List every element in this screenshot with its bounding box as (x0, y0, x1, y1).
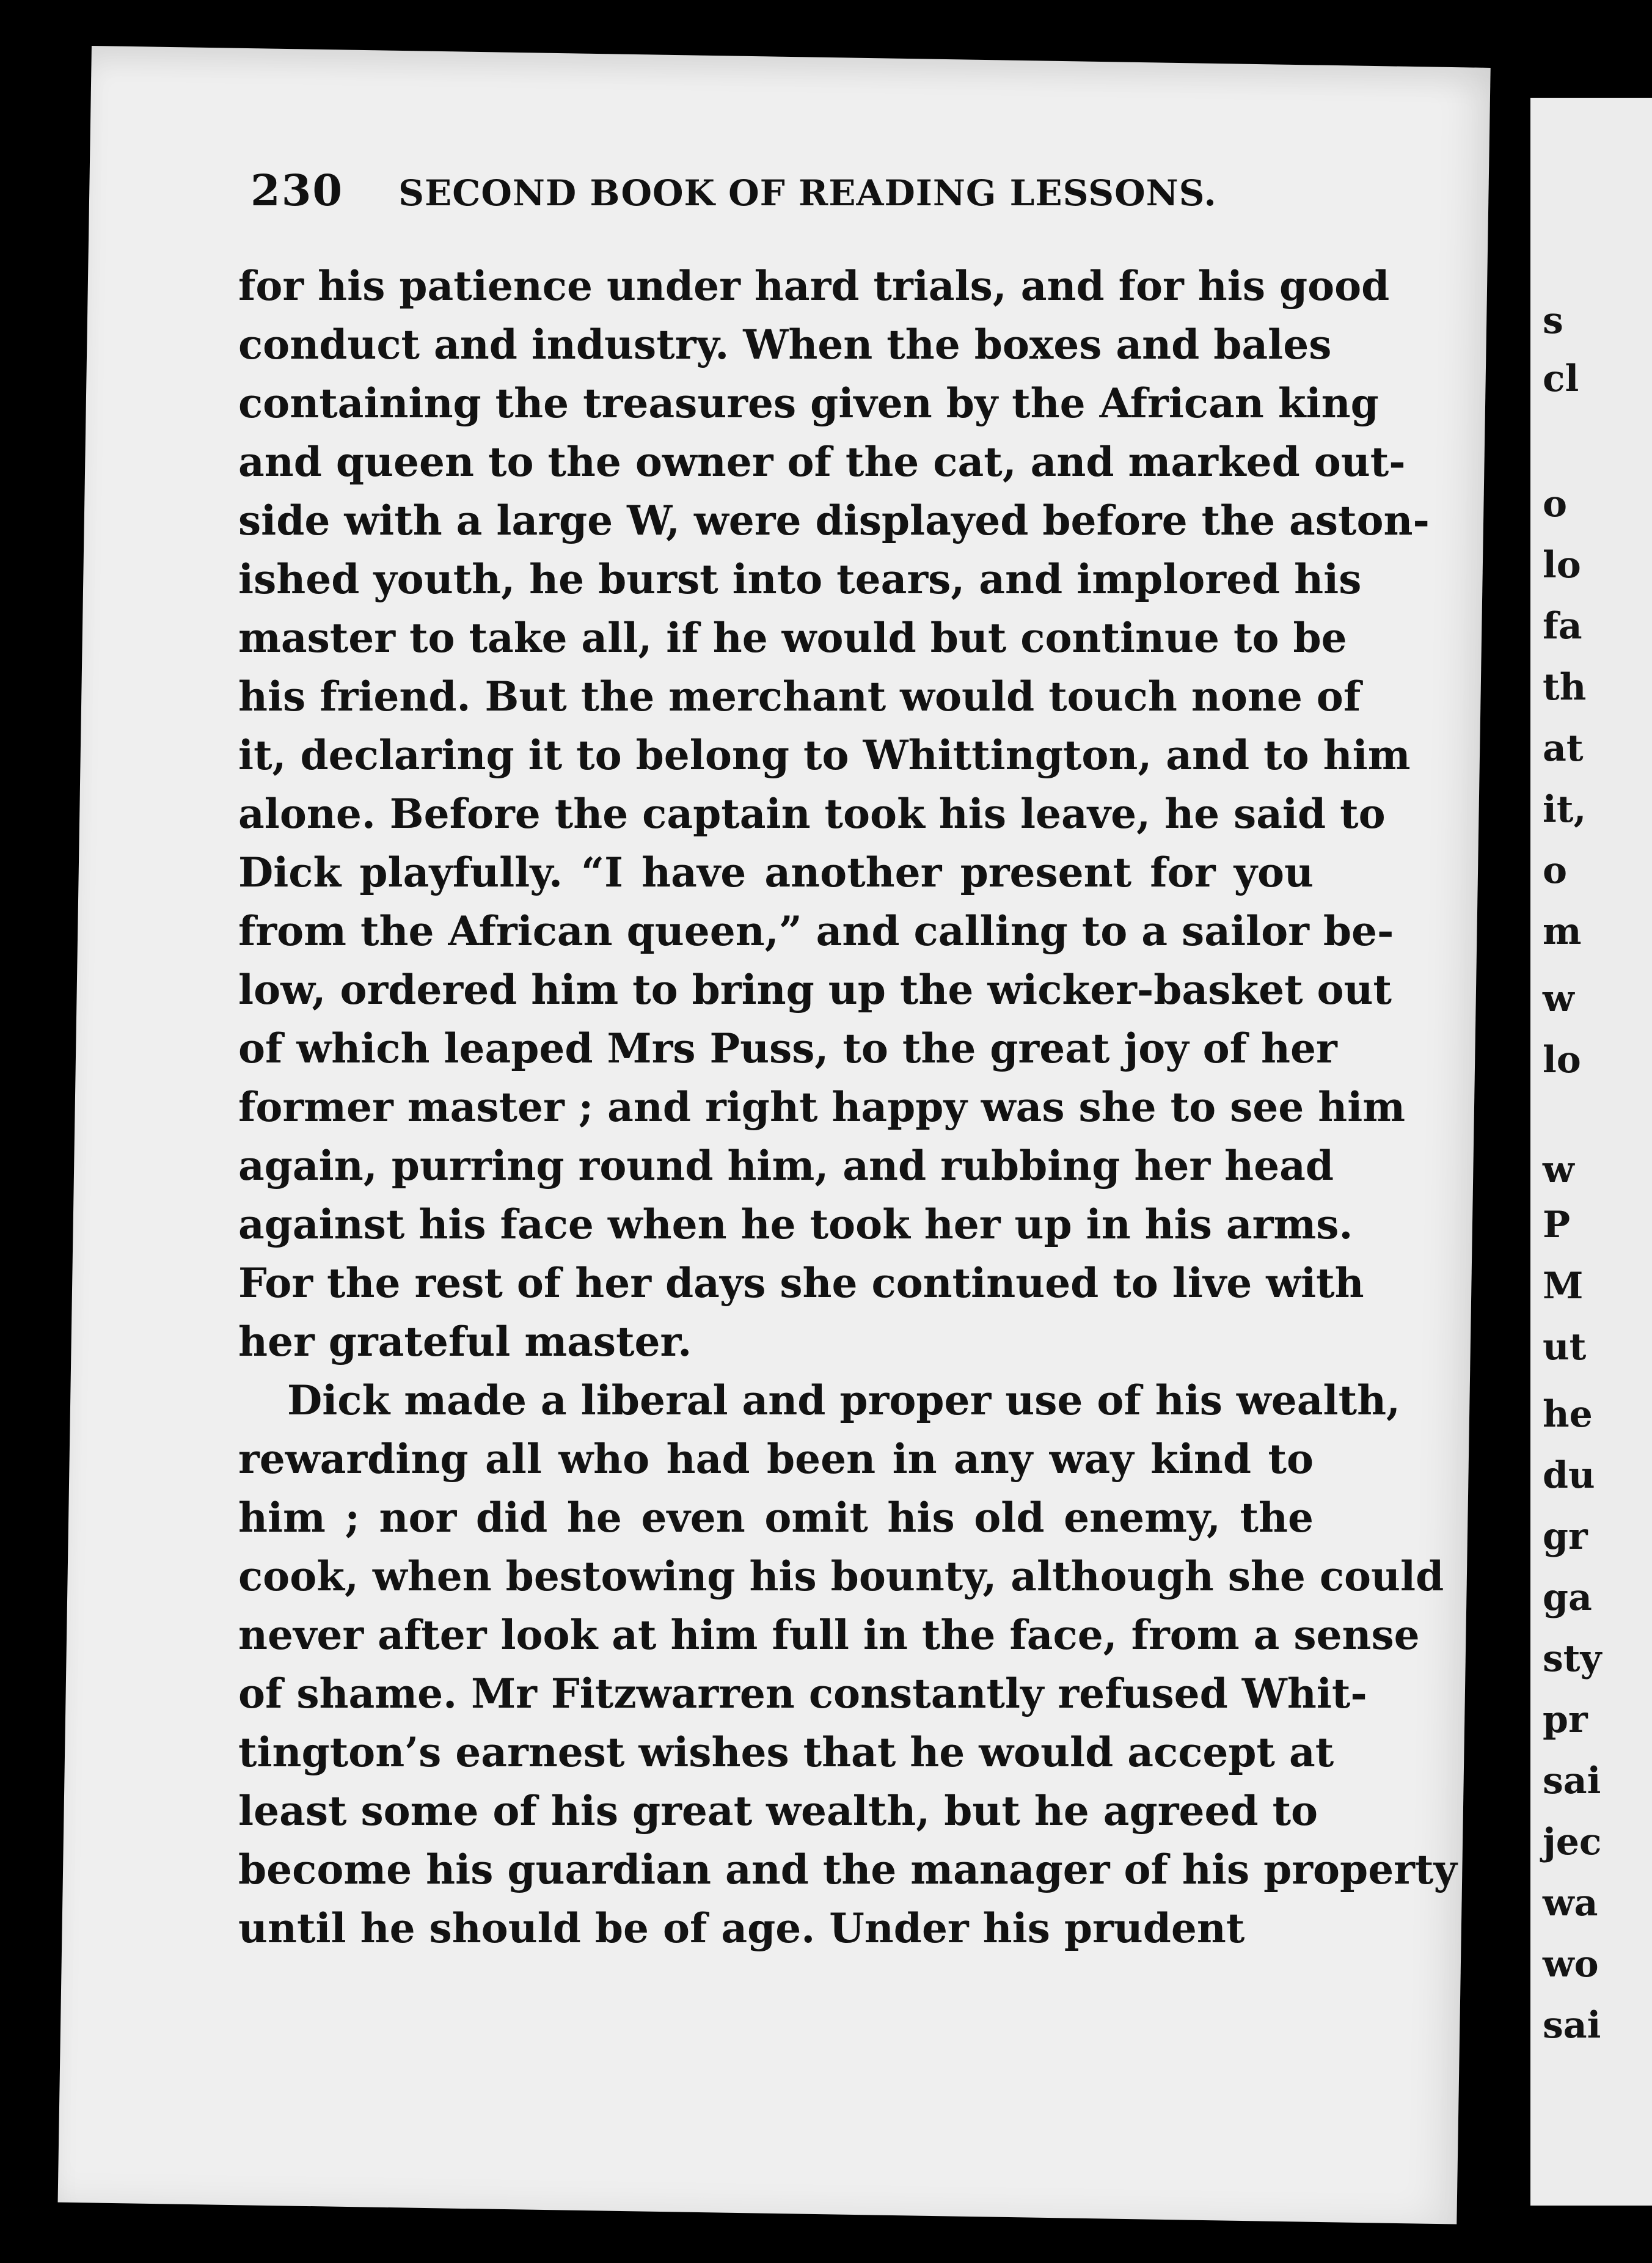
adjacent-page-fragment: M (1543, 1265, 1584, 1307)
text-line: again, purring round him, and rubbing her head (238, 1142, 1334, 1190)
adjacent-page-fragment: gr (1543, 1515, 1588, 1558)
adjacent-page-fragment: ut (1543, 1326, 1587, 1369)
text-line: conduct and industry. When the boxes and bales (238, 321, 1332, 368)
adjacent-page-fragment: w (1543, 978, 1574, 1020)
adjacent-page-fragment: o (1543, 849, 1568, 892)
adjacent-page-fragment: wo (1543, 1943, 1599, 1986)
adjacent-page-fragment: sai (1543, 1760, 1601, 1802)
text-line: alone. Before the captain took his leave, he said to (238, 790, 1386, 838)
adjacent-page-fragment: ga (1543, 1576, 1592, 1619)
adjacent-page-fragment: sty (1543, 1637, 1602, 1680)
running-title: SECOND BOOK OF READING LESSONS. (398, 172, 1217, 214)
adjacent-page-fragment: he (1543, 1393, 1593, 1436)
adjacent-page-fragment: fa (1543, 605, 1582, 648)
adjacent-page-fragment: m (1543, 910, 1582, 953)
text-line: become his guardian and the manager of his property (238, 1846, 1457, 1893)
text-line: tington’s earnest wishes that he would accept at (238, 1728, 1334, 1776)
paragraph (238, 1371, 1457, 1958)
text-line: her grateful master. (238, 1318, 692, 1365)
text-line: Dick made a liberal and proper use of his wealth, (287, 1376, 1401, 1424)
adjacent-page-fragment: s (1543, 299, 1563, 342)
text-line: ished youth, he burst into tears, and implored his (238, 555, 1362, 603)
adjacent-page-fragment: cl (1543, 357, 1579, 400)
text-line: containing the treasures given by the African king (238, 379, 1379, 427)
text-line: until he should be of age. Under his prudent (238, 1904, 1245, 1952)
text-line: rewarding all who had been in any way kind to (238, 1435, 1314, 1483)
adjacent-page-fragment: P (1543, 1204, 1571, 1246)
adjacent-page-fragment: pr (1543, 1698, 1588, 1741)
text-line: side with a large W, were displayed before the aston- (238, 497, 1430, 544)
adjacent-page-fragment: lo (1543, 1039, 1581, 1081)
text-line: former master ; and right happy was she to see him (238, 1083, 1406, 1131)
text-line: and queen to the owner of the cat, and marked out- (238, 438, 1406, 486)
text-line: Dick playfully. “I have another present for you (238, 849, 1314, 896)
text-line: cook, when bestowing his bounty, although she could (238, 1552, 1444, 1600)
body-text (238, 257, 1457, 1958)
adjacent-page-fragment: w (1543, 1149, 1574, 1191)
adjacent-page-fragment: sai (1543, 2004, 1601, 2047)
text-line: for his patience under hard trials, and for his good (238, 262, 1390, 310)
page-header (250, 165, 1289, 232)
paragraph (238, 257, 1430, 1371)
text-line: never after look at him full in the face, from a sense (238, 1611, 1420, 1659)
text-line: against his face when he took her up in his arms. (238, 1201, 1353, 1248)
text-line: from the African queen,” and calling to a sailor be- (238, 907, 1394, 955)
adjacent-page-fragment: du (1543, 1454, 1595, 1497)
text-line: master to take all, if he would but continue to be (238, 614, 1347, 662)
adjacent-page-fragment: lo (1543, 544, 1581, 587)
text-line: low, ordered him to bring up the wicker-basket out (238, 966, 1392, 1014)
text-line: of which leaped Mrs Puss, to the great joy of her (238, 1025, 1337, 1072)
adjacent-page-fragment: o (1543, 483, 1568, 525)
text-line: his friend. But the merchant would touch none of (238, 673, 1361, 720)
text-line: it, declaring it to belong to Whittington, and to him (238, 731, 1411, 779)
text-line: of shame. Mr Fitzwarren constantly refused Whit- (238, 1670, 1367, 1717)
adjacent-page-fragment: th (1543, 666, 1587, 709)
adjacent-page-fragment: wa (1543, 1882, 1598, 1925)
text-line: him ; nor did he even omit his old enemy, the (238, 1494, 1314, 1541)
page-number: 230 (250, 165, 344, 216)
text-line: least some of his great wealth, but he agreed to (238, 1787, 1318, 1835)
adjacent-page-fragment: at (1543, 727, 1584, 770)
adjacent-page-fragment: jec (1543, 1821, 1602, 1863)
text-line: For the rest of her days she continued to live with (238, 1259, 1364, 1307)
adjacent-page-fragment: it, (1543, 788, 1587, 831)
